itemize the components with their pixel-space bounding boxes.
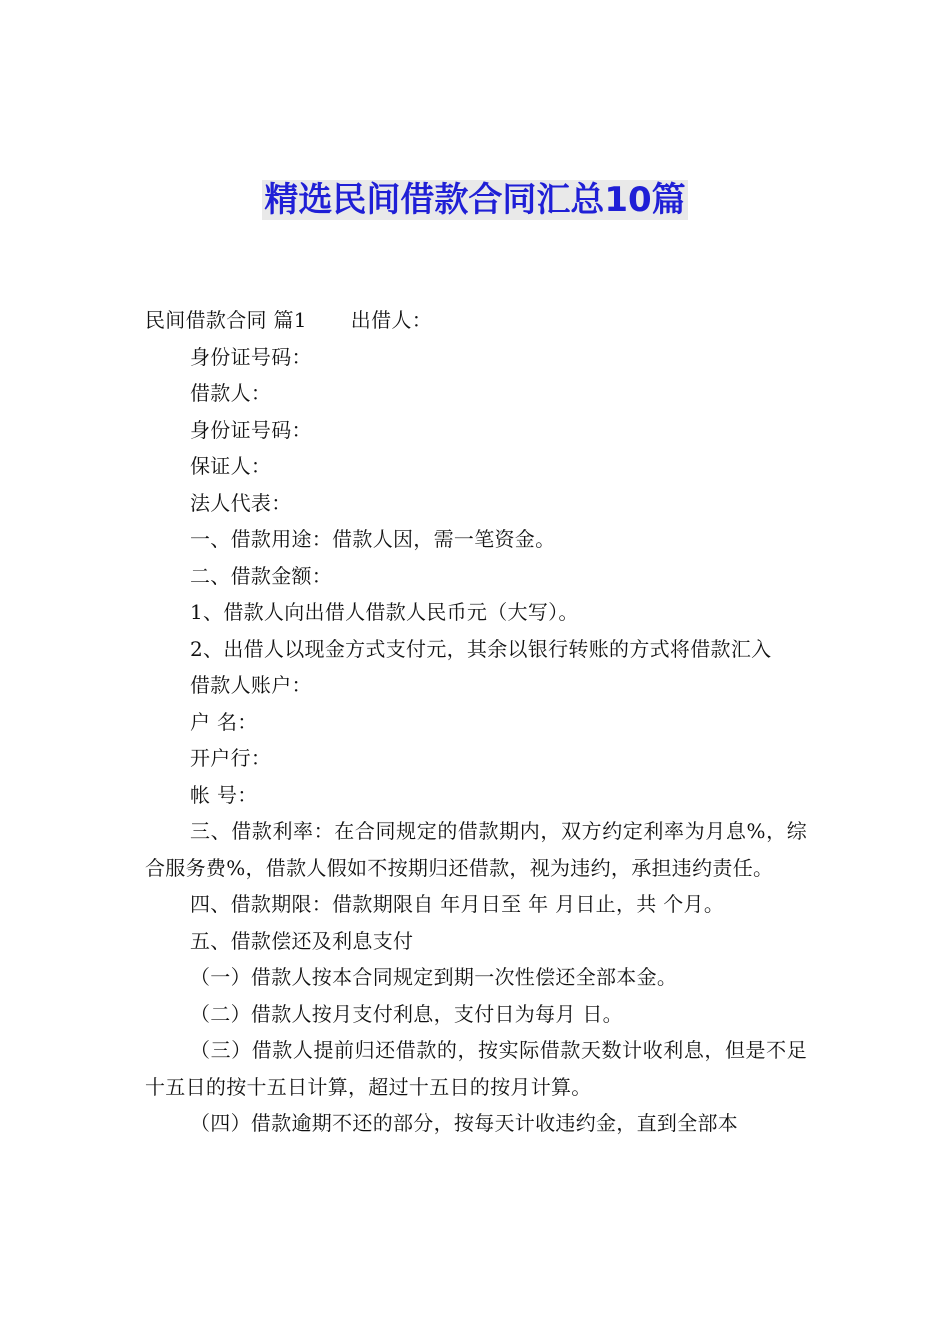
paragraph-clause-2: 二、借款金额：: [190, 563, 333, 588]
paragraph-clause-2-2: 2、出借人以现金方式支付元，其余以银行转账的方式将借款汇入: [190, 636, 772, 661]
paragraph-clause-5-4: （四）借款逾期不还的部分，按每天计收违约金，直到全部本: [190, 1111, 739, 1135]
document-title-text: 精选民间借款合同汇总10篇: [264, 180, 686, 220]
paragraph-guarantor: 保证人：: [190, 454, 272, 478]
paragraph-legal-rep: 法人代表：: [190, 490, 292, 515]
paragraph-account-number: 帐 号：: [190, 782, 258, 807]
paragraph-clause-4: 四、借款期限：借款期限自 年月日至 年 月日止，共 个月。: [190, 892, 725, 916]
paragraph-borrower-id: 身份证号码：: [190, 417, 312, 442]
document-body: [145, 302, 807, 1142]
paragraph-account-name: 户 名：: [190, 709, 258, 734]
paragraph-clause-5-3: （三）借款人提前归还借款的，按实际借款天数计收利息，但是不足十五日的按十五日计算，超过十五日的按月计算。: [145, 1038, 807, 1099]
paragraph-lender-id: 身份证号码：: [190, 344, 312, 369]
paragraph-clause-1: 一、借款用途：借款人因，需一笔资金。: [190, 527, 556, 551]
section-heading: 民间借款合同 篇1: [145, 308, 307, 332]
document-title: [0, 176, 950, 224]
paragraph-clause-2-1: 1、借款人向出借人借款人民币元（大写）。: [190, 600, 579, 624]
paragraph-bank: 开户行：: [190, 746, 272, 770]
lender-label: 出借人：: [350, 308, 432, 332]
paragraph-section-heading: [145, 302, 807, 339]
paragraph-clause-5-1: （一）借款人按本合同规定到期一次性偿还全部本金。: [190, 965, 678, 989]
paragraph-clause-3: 三、借款利率：在合同规定的借款期内，双方约定利率为月息%，综合服务费%，借款人假如不按期归还借款，视为违约，承担违约责任。: [145, 819, 807, 880]
paragraph-clause-5-2: （二）借款人按月支付利息，支付日为每月 日。: [190, 1001, 623, 1026]
paragraph-borrower: 借款人：: [190, 381, 272, 405]
paragraph-borrower-account: 借款人账户：: [190, 673, 312, 697]
paragraph-clause-5: 五、借款偿还及利息支付: [190, 928, 414, 953]
